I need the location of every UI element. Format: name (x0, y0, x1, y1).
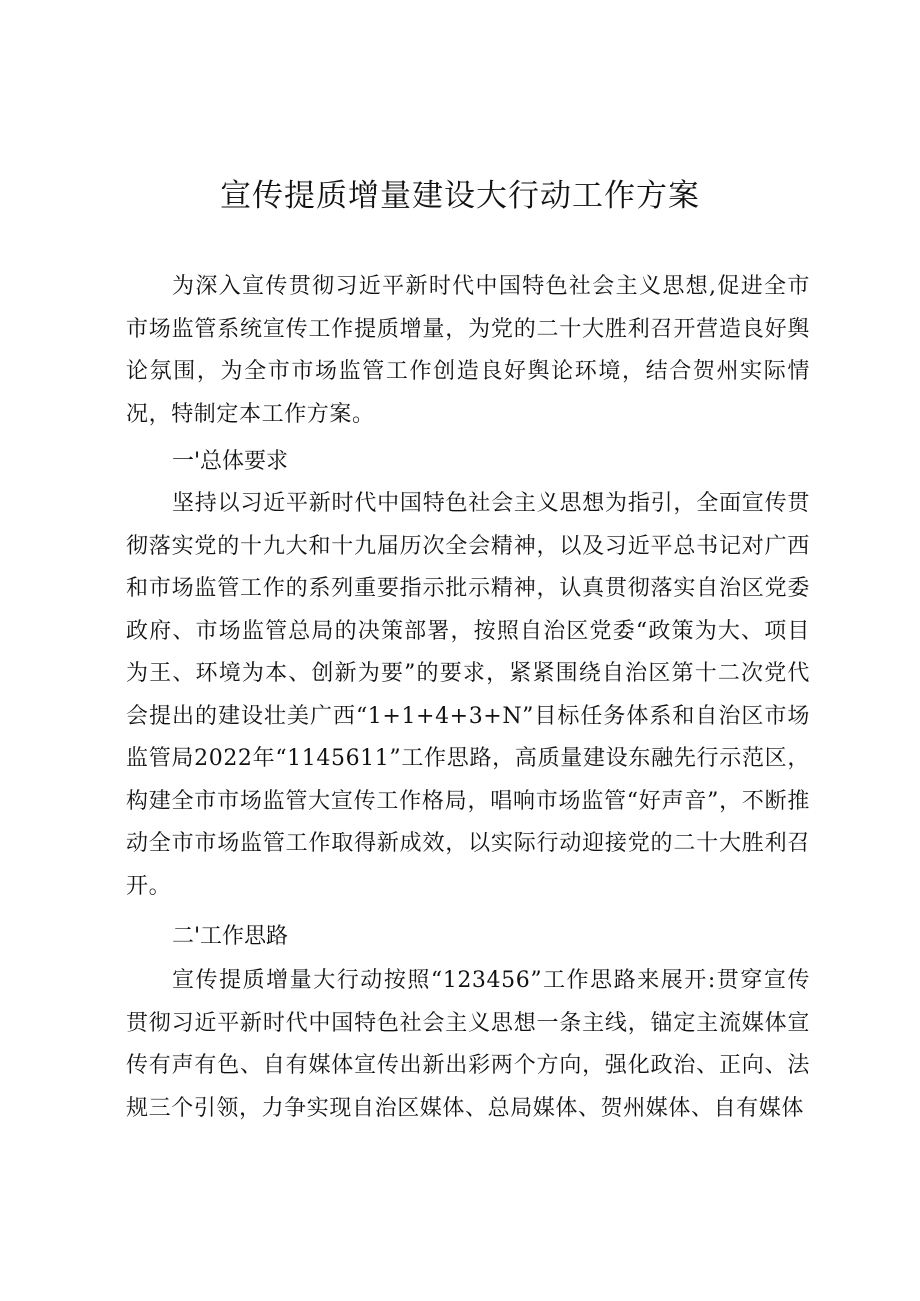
section-body-work-approach: 宣传提质增量大行动按照“123456”工作思路来展开:贯穿宣传贯彻习近平新时代中国特色社会主义思想一条主线，锚定主流媒体宣传有声有色、自有媒体宣传出新出彩两个方向，强化政治、正向、法规三个引领，力争实现自治区媒体、总局媒体、贺州媒体、自有媒体 (126, 968, 810, 1121)
section-body-general-requirements: 坚持以习近平新时代中国特色社会主义思想为指引，全面宣传贯彻落实党的十九大和十九届历次全会精神，以及习近平总书记对广西和市场监管工作的系列重要指示批示精神，认真贯彻落实自治区党委政府、市场监管总局的决策部署，按照自治区党委“政策为大、项目为王、环境为本、创新为要”的要求，紧紧围绕自治区第十二次党代会提出的建设壮美广西“1+1+4+3+N”目标任务体系和自治区市场监管局2022年“1145611”工作思路，高质量建设东融先行示范区，构建全市市场监管大宣传工作格局，唱响市场监管“好声音”，不断推动全市市场监管工作取得新成效，以实际行动迎接党的二十大胜利召开。 (126, 491, 810, 899)
document-title: 宣传提质增量建设大行动工作方案 (220, 178, 700, 214)
section-heading-work-approach: 二'工作思路 (172, 924, 289, 949)
intro-paragraph: 为深入宣传贯彻习近平新时代中国特色社会主义思想,促进全市市场监管系统宣传工作提质增量，为党的二十大胜利召开营造良好舆论氛围，为全市市场监管工作创造良好舆论环境，结合贺州实际情况，特制定本工作方案。 (126, 274, 810, 427)
section-heading-general-requirements: 一'总体要求 (172, 449, 289, 474)
